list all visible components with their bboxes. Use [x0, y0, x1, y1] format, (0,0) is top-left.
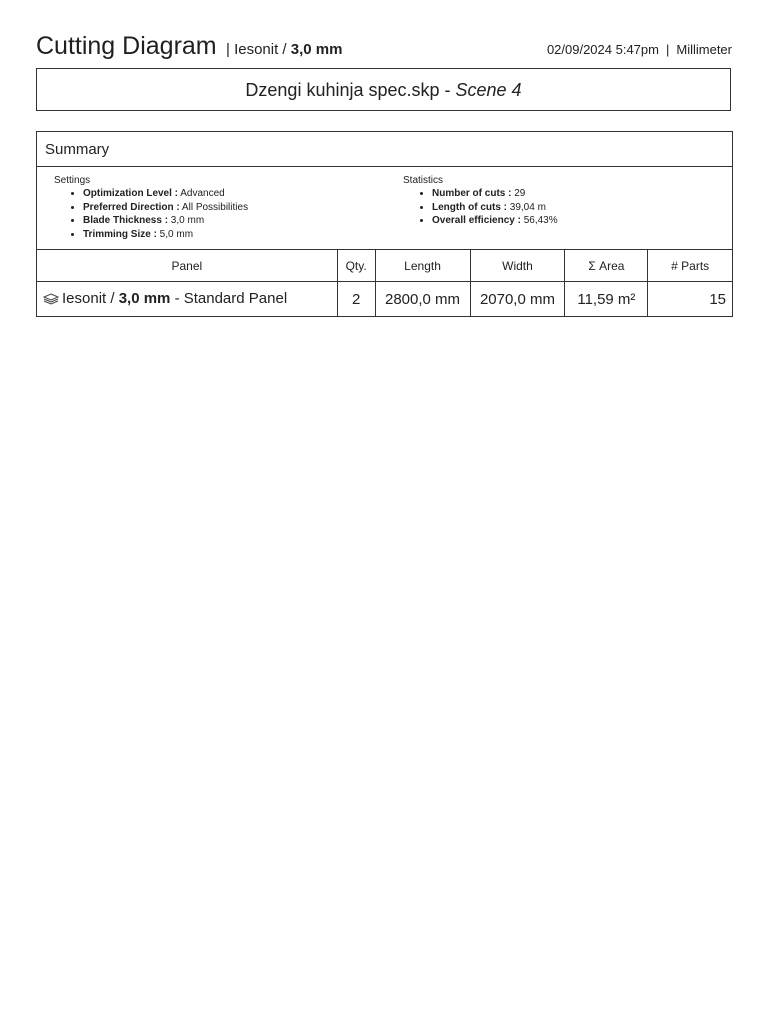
settings-item [83, 187, 248, 201]
setting-label: Optimization Level : [83, 188, 179, 199]
scene-filename: Dzengi kuhinja spec.skp - [245, 80, 456, 100]
statistics-heading: Statistics [403, 175, 444, 186]
settings-list [54, 187, 248, 241]
statistics-list [403, 187, 558, 228]
report-header [36, 30, 732, 66]
material-subtitle [226, 41, 342, 58]
scene-title-box [36, 68, 731, 111]
qty-cell: 2 [337, 282, 375, 317]
stat-label: Overall efficiency : [432, 215, 521, 226]
col-header-length: Length [375, 250, 470, 282]
settings-item [83, 228, 248, 242]
settings-heading: Settings [54, 175, 91, 186]
panel-cell [37, 282, 338, 317]
setting-value: Advanced [178, 188, 225, 199]
length-cell: 2800,0 mm [375, 282, 470, 317]
scene-name: Scene 4 [455, 80, 522, 100]
setting-label: Blade Thickness : [83, 215, 169, 226]
setting-value: 5,0 mm [156, 228, 194, 240]
col-header-parts: # Parts [648, 250, 733, 282]
meta-separator: | [665, 42, 670, 57]
page-title: Cutting Diagram [36, 32, 217, 60]
stat-value: 56,43% [520, 215, 558, 226]
stat-label: Length of cuts : [432, 201, 507, 213]
setting-value: 3,0 mm [168, 215, 205, 226]
settings-item [83, 214, 248, 228]
col-header-panel: Panel [37, 250, 338, 282]
stat-value: 29 [511, 188, 526, 199]
summary-table [36, 131, 733, 317]
col-header-area: Σ Area [565, 250, 648, 282]
panel-material: Iesonit / [62, 289, 119, 307]
material-thickness: 3,0 mm [290, 41, 343, 58]
report-meta [547, 42, 732, 57]
statistics-section [403, 175, 558, 228]
col-header-qty: Qty. [337, 250, 375, 282]
col-header-width: Width [470, 250, 565, 282]
area-cell: 11,59 m² [565, 282, 648, 317]
layers-icon [43, 292, 59, 309]
setting-label: Trimming Size : [83, 228, 157, 240]
table-row [37, 282, 733, 317]
table-header-row [37, 250, 733, 282]
width-cell: 2070,0 mm [470, 282, 565, 317]
setting-value: All Possibilities [179, 201, 249, 213]
statistics-item [432, 201, 558, 215]
parts-cell: 15 [648, 282, 733, 317]
settings-item [83, 201, 248, 215]
material-prefix: | Iesonit / [226, 41, 291, 58]
summary-title: Summary [37, 132, 733, 167]
statistics-item [432, 214, 558, 228]
setting-label: Preferred Direction : [83, 201, 180, 213]
stat-label: Number of cuts : [432, 188, 512, 199]
stat-value: 39,04 m [507, 201, 546, 213]
report-units: Millimeter [676, 42, 732, 57]
statistics-item [432, 187, 558, 201]
report-datetime: 02/09/2024 5:47pm [546, 42, 659, 57]
panel-type: - Standard Panel [170, 289, 288, 307]
summary-body [37, 167, 733, 250]
settings-section [54, 175, 248, 241]
panel-thickness: 3,0 mm [118, 289, 171, 307]
